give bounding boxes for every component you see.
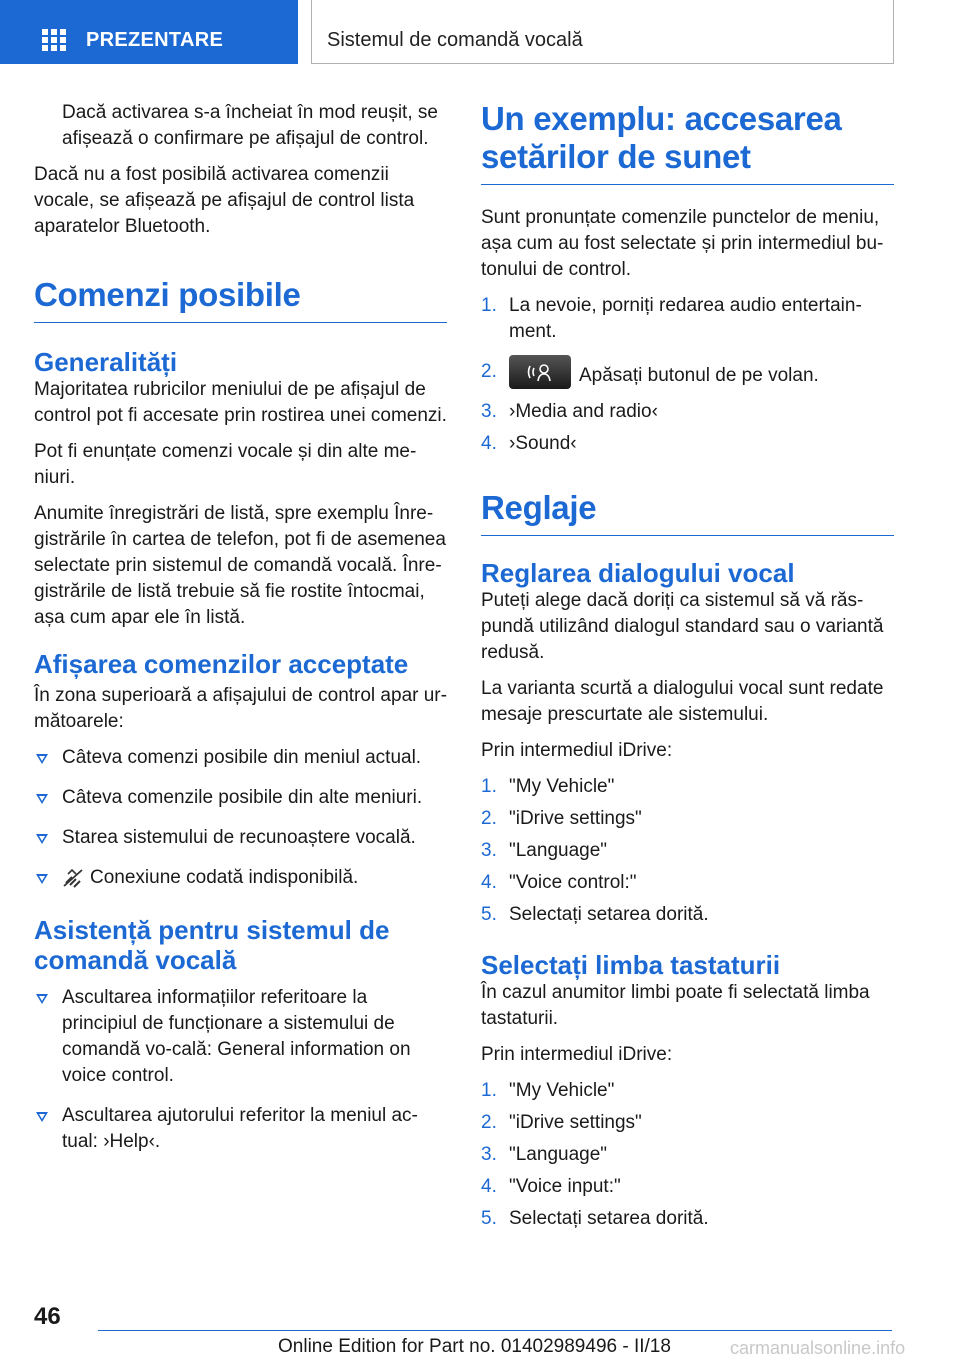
paragraph: Anumite înregistrări de listă, spre exemplu Înre-gistrările în cartea de telefon, pot fi de asemenea selectate prin sistemul de comandă vocală. Înre-gistrările de listă trebuie să fie rostite întocmai, așa cum apar ele în listă. xyxy=(34,503,446,628)
list-item: 4. "Voice input:" xyxy=(481,1176,621,1197)
paragraph: Puteți alege dacă doriți ca sistemul să vă răs-pundă utilizând dialogul standard sau o variantă redusă. xyxy=(481,590,884,663)
paragraph: În cazul anumitor limbi poate fi selectată limba tastaturii. xyxy=(481,982,870,1029)
left-column xyxy=(34,100,447,1165)
heading-limba-tastaturii: Selectați limba tastaturii xyxy=(481,950,781,980)
paragraph: La varianta scurtă a dialogului vocal sunt redate mesaje prescurtate ale sistemului. xyxy=(481,678,884,725)
bullet-list xyxy=(34,745,447,891)
list-item: 5. Selectați setarea dorită. xyxy=(481,904,709,925)
heading-reglaje: Reglaje xyxy=(481,489,894,536)
list-item: 2. "iDrive settings" xyxy=(481,808,642,829)
list-item: 3. "Language" xyxy=(481,840,608,861)
connection-unencrypted-icon xyxy=(62,868,84,888)
paragraph: Dacă nu a fost posibilă activarea comenzii vocale, se afișează pe afișajul de control lista aparatelor Bluetooth. xyxy=(34,164,415,237)
watermark: carmanualsonline.info xyxy=(730,1338,906,1358)
bullet-triangle-icon xyxy=(36,754,48,764)
heading-exemplu: Un exemplu: accesarea setărilor de sunet xyxy=(481,100,894,185)
heading-generalitati: Generalități xyxy=(34,347,178,377)
heading-reglarea-dialogului: Reglarea dialogului vocal xyxy=(481,558,795,588)
list-item: 3. "Language" xyxy=(481,1144,608,1165)
list-item: 4. "Voice control:" xyxy=(481,872,637,893)
list-item: Ascultarea ajutorului referitor la meniul ac-tual: ›Help‹. xyxy=(34,1103,447,1155)
bullet-triangle-icon xyxy=(36,1112,48,1122)
footer-divider xyxy=(98,1330,892,1331)
bullet-triangle-icon xyxy=(36,834,48,844)
numbered-list xyxy=(481,774,894,928)
heading-afisarea-comenzilor: Afișarea comenzilor acceptate xyxy=(34,649,409,679)
section-tab[interactable] xyxy=(0,0,298,64)
heading-asistenta: Asistență pentru sistemul de comandă vocală xyxy=(34,915,390,975)
list-item: Ascultarea informațiilor referitoare la principiul de funcționare a sistemului de comandă vo-cală: General information on voice control. xyxy=(34,985,447,1089)
bullet-triangle-icon xyxy=(36,794,48,804)
paragraph: Sunt pronunțate comenzile punctelor de meniu, așa cum au fost selectate și prin intermediul bu-tonului de control. xyxy=(481,207,884,280)
list-item: Câteva comenzi posibile din meniul actual. xyxy=(34,745,447,771)
list-item: 5. Selectați setarea dorită. xyxy=(481,1208,709,1229)
list-item: 1. "My Vehicle" xyxy=(481,1080,615,1101)
list-item: 2. "iDrive settings" xyxy=(481,1112,642,1133)
paragraph: Prin intermediul iDrive: xyxy=(481,1044,673,1065)
paragraph: Majoritatea rubricilor meniului de pe afișajul de control pot fi accesate prin rostirea unei comenzi. xyxy=(34,379,447,426)
chapter-header xyxy=(311,0,894,64)
heading-comenzi-posibile: Comenzi posibile xyxy=(34,276,447,323)
edition-text: Online Edition for Part no. 01402989496 - II/18 xyxy=(278,1336,671,1357)
list-item: 1. La nevoie, porniți redarea audio entertain-ment. xyxy=(481,295,862,342)
list-item: Starea sistemului de recunoaștere vocală. xyxy=(34,825,447,851)
paragraph: Pot fi enunțate comenzi vocale și din alte me-niuri. xyxy=(34,441,417,488)
list-item: 4. ›Sound‹ xyxy=(481,433,577,454)
section-tab-label: PREZENTARE xyxy=(86,29,224,51)
list-item: Conexiune codată indisponibilă. xyxy=(34,865,447,891)
list-item: 3. ›Media and radio‹ xyxy=(481,401,658,422)
bullet-triangle-icon xyxy=(36,874,48,884)
list-item: 1. "My Vehicle" xyxy=(481,776,615,797)
list-item: Câteva comenzile posibile din alte meniuri. xyxy=(34,785,447,811)
list-item: 2. Apăsați butonul de pe volan. xyxy=(481,359,894,393)
bullet-list xyxy=(34,985,447,1155)
paragraph: Prin intermediul iDrive: xyxy=(481,740,673,761)
paragraph: Dacă activarea s-a încheiat în mod reușit, se afișează o confirmare pe afișajul de control. xyxy=(62,102,438,149)
page-number: 46 xyxy=(34,1303,61,1330)
bullet-triangle-icon xyxy=(36,994,48,1004)
numbered-list xyxy=(481,1078,894,1232)
paragraph: În zona superioară a afișajului de control apar ur-mătoarele: xyxy=(34,685,447,732)
right-column xyxy=(481,100,894,1242)
chapter-title: Sistemul de comandă vocală xyxy=(327,29,583,51)
numbered-list xyxy=(481,293,894,457)
grid-menu-icon xyxy=(42,29,66,51)
voice-steering-button-icon xyxy=(509,355,571,389)
